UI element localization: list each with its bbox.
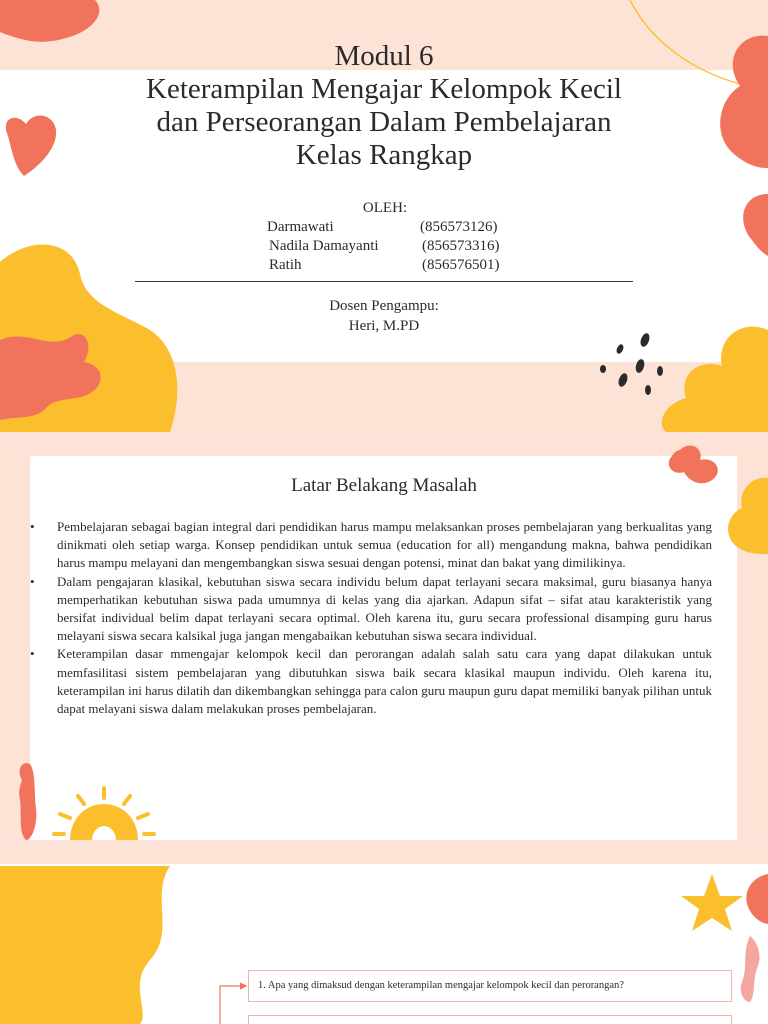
dosen-name: Heri, M.PD bbox=[348, 318, 420, 334]
section-title: Latar Belakang Masalah bbox=[291, 475, 477, 496]
author-id: (856573316) bbox=[422, 238, 500, 254]
question-text: 1. Apa yang dimaksud dengan keterampilan mengajar kelompok kecil dan perorangan? bbox=[258, 980, 624, 991]
title-line: Kelas Rangkap bbox=[295, 139, 473, 171]
dosen-block bbox=[284, 296, 484, 336]
title-line: Modul 6 bbox=[334, 40, 434, 72]
title-line: Keterampilan Mengajar Kelompok Kecil bbox=[146, 73, 622, 105]
author-name: Nadila Damayanti bbox=[269, 238, 379, 254]
slide-questions bbox=[0, 852, 768, 1024]
divider-line bbox=[135, 281, 633, 282]
oleh-label: OLEH: bbox=[362, 200, 408, 216]
list-item: • Pembelajaran sebagai bagian integral dari pendidikan harus mampu melaksankan proses pembelajaran yang berkualitas yang dinikmati oleh setiap warga. Konsep pendidikan untuk semua (education for all) mengandung makna, bahwa pendidikan harus mampu melayani dan mengembangkan siswa sesuai dengan potensi, minat dan bakat yang dimilikinya. bbox=[30, 518, 712, 573]
author-name: Ratih bbox=[269, 257, 302, 273]
dosen-label: Dosen Pengampu: bbox=[329, 298, 439, 314]
author-name: Darmawati bbox=[267, 219, 334, 235]
slide-background bbox=[0, 442, 768, 840]
list-item: • Dalam pengajaran klasikal, kebutuhan siswa secara individu belum dapat terlayani secara maksimal, guru biasanya hanya memperhatikan kebutuhan siswa pada umumnya di kelas yang dia ajarkan. Adapun sifat – sifat atau karakteristik yang bersifat individual belim dapat terlayani secara optimal. Oleh karena itu, guru secara professional disamping guru harus melayani siswa secara kalsikal juga jangan mengabaikan kebutuhan siswa secara individual. bbox=[30, 573, 712, 646]
author-id: (856573126) bbox=[420, 219, 498, 235]
bullet-list bbox=[30, 518, 712, 718]
coral-blob-top-left bbox=[0, 0, 99, 42]
title-line: dan Perseorangan Dalam Pembelajaran bbox=[156, 106, 612, 138]
author-id: (856576501) bbox=[422, 257, 500, 273]
presentation-title bbox=[120, 40, 648, 172]
question-box bbox=[248, 970, 732, 1002]
question-box bbox=[248, 1015, 732, 1024]
slide-title bbox=[0, 0, 768, 432]
list-item: • Keterampilan dasar mmengajar kelompok kecil dan perorangan adalah salah satu cara yang dapat dilakukan untuk memfasilitasi sistem pembelajaran yang dibutuhkan siswa baik secara klasikal maupun individu. Oleh karena itu, keterampilan ini harus dilatih dan dikembangkan sehingga para calon guru maupun guru dapat memiliki banyak pilihan untuk dapat melayani siswa dalam melakukan proses pembelajaran. bbox=[30, 645, 712, 718]
